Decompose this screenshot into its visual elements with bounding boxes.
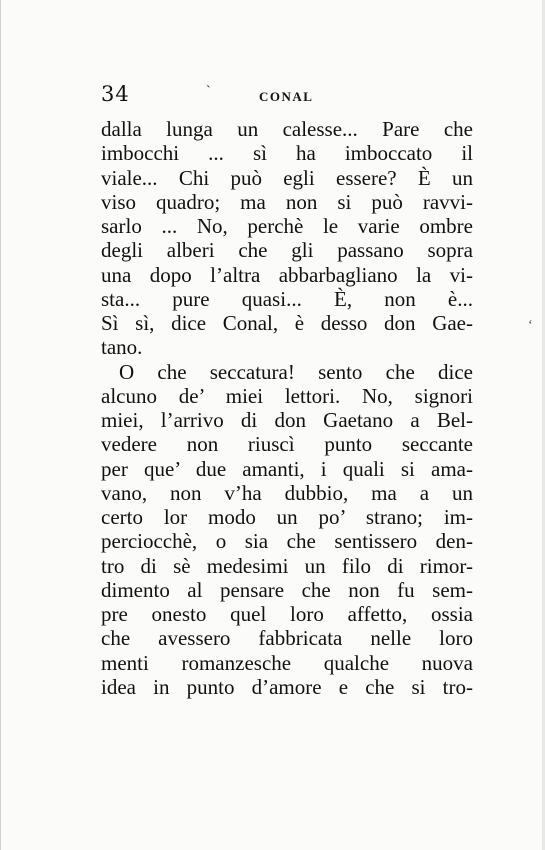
- text-line: per que’ due amanti, i quali si ama-: [101, 456, 473, 481]
- text-line: vano, non v’ha dubbio, ma a un: [101, 480, 473, 505]
- text-line: dimento al pensare che non fu sem-: [101, 577, 473, 602]
- paragraph-start-line: O che seccatura! sento che dice: [119, 359, 473, 384]
- text-line: tro di sè medesimi un filo di rimor-: [101, 553, 473, 578]
- text-line: sarlo ... No, perchè le varie ombre: [101, 214, 473, 238]
- text-line: menti romanzesche qualche nuova: [101, 650, 473, 675]
- text-line: alcuno de’ miei lettori. No, signori: [101, 383, 473, 408]
- paragraph-end-line: tano.: [101, 335, 143, 360]
- text-line: Sì sì, dice Conal, è desso don Gae-: [101, 311, 473, 335]
- print-mark: `: [206, 84, 211, 99]
- text-line: una dopo l’altra abbarbagliano la vi-: [101, 262, 473, 287]
- text-line: pre onesto quel loro affetto, ossia: [101, 602, 473, 626]
- page-header: [101, 82, 473, 110]
- text-line: sta... pure quasi... È, non è...: [101, 286, 473, 311]
- text-line: imbocchi ... sì ha imboccato il: [101, 141, 473, 166]
- running-title: CONAL: [259, 89, 314, 104]
- text-line: idea in punto d’amore e che si tro-: [101, 674, 473, 699]
- text-line: degli alberi che gli passano sopra: [101, 238, 473, 263]
- text-line: perciocchè, o sia che sentissero den-: [101, 529, 473, 554]
- text-line: certo lor modo un po’ strano; im-: [101, 505, 473, 529]
- text-line: dalla lunga un calesse... Pare che: [101, 117, 473, 141]
- text-line: che avessero fabbricata nelle loro: [101, 626, 473, 651]
- body-text: [101, 117, 473, 699]
- page-number: 34: [101, 82, 130, 106]
- text-line: vedere non riuscì punto seccante: [101, 432, 473, 457]
- text-line: viale... Chi può egli essere? È un: [101, 165, 473, 190]
- text-line: viso quadro; ma non si può ravvi-: [101, 189, 473, 214]
- margin-speck: ʻ: [528, 318, 533, 333]
- text-line: miei, l’arrivo di don Gaetano a Bel-: [101, 408, 473, 432]
